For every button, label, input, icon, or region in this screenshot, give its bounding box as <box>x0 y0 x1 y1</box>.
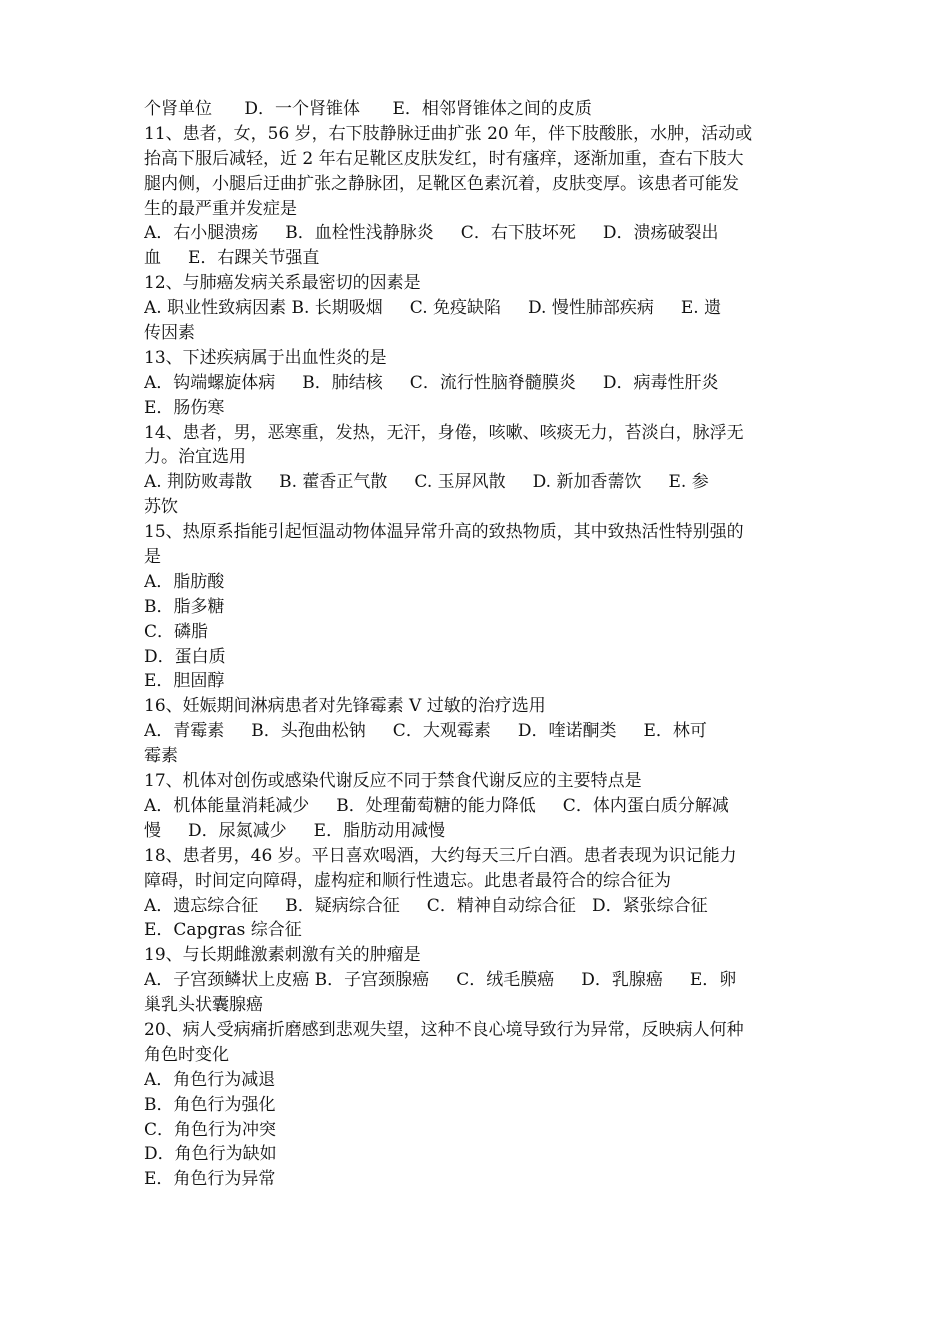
question-19-stem: 19、与长期雌激素刺激有关的肿瘤是 <box>144 945 421 966</box>
text-line: 力。治宜选用 <box>144 447 246 468</box>
text-line: 角色时变化 <box>144 1044 229 1065</box>
question-14-stem: 14、患者，男，恶寒重，发热，无汗，身倦，咳嗽、咳痰无力，苔淡白，脉浮无 <box>144 422 744 443</box>
answer-options: A．右小腿溃疡 B．血栓性浅静脉炎 C．右下肢坏死 D．溃疡破裂出 <box>144 223 719 244</box>
answer-option: B．脂多糖 <box>144 596 225 617</box>
question-20-stem: 20、病人受病痛折磨感到悲观失望，这种不良心境导致行为异常，反映病人何种 <box>144 1019 744 1040</box>
answer-option: D．角色行为缺如 <box>144 1144 277 1165</box>
answer-option: C．磷脂 <box>144 621 209 642</box>
answer-options: 慢 D．尿氮减少 E．脂肪动用减慢 <box>144 820 446 841</box>
answer-option: A．脂肪酸 <box>144 571 225 592</box>
answer-option: D．蛋白质 <box>144 646 226 667</box>
question-16-stem: 16、妊娠期间淋病患者对先锋霉素 V 过敏的治疗选用 <box>144 696 546 717</box>
answer-options: A．遗忘综合征 B．疑病综合征 C．精神自动综合征 D．紧张综合征 <box>144 895 708 916</box>
answer-options: 血 E．右踝关节强直 <box>144 248 320 269</box>
answer-options: A. 职业性致病因素 B. 长期吸烟 C. 免疫缺陷 D. 慢性肺部疾病 E. 遗 <box>144 298 722 319</box>
text-line: 生的最严重并发症是 <box>144 198 297 219</box>
text-line: 腿内侧，小腿后迂曲扩张之静脉团，足靴区色素沉着，皮肤变厚。该患者可能发 <box>144 173 739 194</box>
answer-option: E．角色行为异常 <box>144 1169 276 1190</box>
question-15-stem: 15、热原系指能引起恒温动物体温异常升高的致热物质，其中致热活性特别强的 <box>144 522 744 543</box>
answer-option: A．角色行为减退 <box>144 1069 276 1090</box>
question-11-stem: 11、患者，女，56 岁，右下肢静脉迂曲扩张 20 年，伴下肢酸胀，水肿，活动或 <box>144 123 753 144</box>
text-line: 障碍，时间定向障碍，虚构症和顺行性遗忘。此患者最符合的综合征为 <box>144 870 671 891</box>
question-18-stem: 18、患者男，46 岁。平日喜欢喝酒，大约每天三斤白酒。患者表现为识记能力 <box>144 845 737 866</box>
answer-options: 巢乳头状囊腺癌 <box>144 995 263 1016</box>
answer-options: A．钩端螺旋体病 B．肺结核 C．流行性脑脊髓膜炎 D．病毒性肝炎 <box>144 372 719 393</box>
text-line: 是 <box>144 547 161 568</box>
answer-options: E．Capgras 综合征 <box>144 920 302 941</box>
question-13-stem: 13、下述疾病属于出血性炎的是 <box>144 347 387 368</box>
text-line: 抬高下服后减轻，近 2 年右足靴区皮肤发红，时有瘙痒，逐渐加重，查右下肢大 <box>144 148 744 169</box>
document-body <box>144 97 816 1192</box>
question-12-stem: 12、与肺癌发病关系最密切的因素是 <box>144 273 421 294</box>
answer-options: 传因素 <box>144 323 195 344</box>
answer-options: E．肠伤寒 <box>144 397 225 418</box>
answer-options: 霉素 <box>144 746 178 767</box>
answer-option: E．胆固醇 <box>144 671 225 692</box>
question-17-stem: 17、机体对创伤或感染代谢反应不同于禁食代谢反应的主要特点是 <box>144 771 642 792</box>
answer-option: B．角色行为强化 <box>144 1094 276 1115</box>
answer-option: C．角色行为冲突 <box>144 1119 277 1140</box>
answer-options: A. 荆防败毒散 B. 藿香正气散 C. 玉屏风散 D. 新加香薷饮 E. 参 <box>144 472 709 493</box>
answer-options: A．子宫颈鳞状上皮癌 B．子宫颈腺癌 C．绒毛膜癌 D．乳腺癌 E．卵 <box>144 970 737 991</box>
text-line: 个肾单位 D．一个肾锥体 E．相邻肾锥体之间的皮质 <box>144 99 592 119</box>
answer-options: 苏饮 <box>144 497 178 518</box>
answer-options: A．机体能量消耗减少 B．处理葡萄糖的能力降低 C．体内蛋白质分解减 <box>144 795 729 816</box>
answer-options: A．青霉素 B．头孢曲松钠 C．大观霉素 D．喹诺酮类 E．林可 <box>144 721 707 742</box>
